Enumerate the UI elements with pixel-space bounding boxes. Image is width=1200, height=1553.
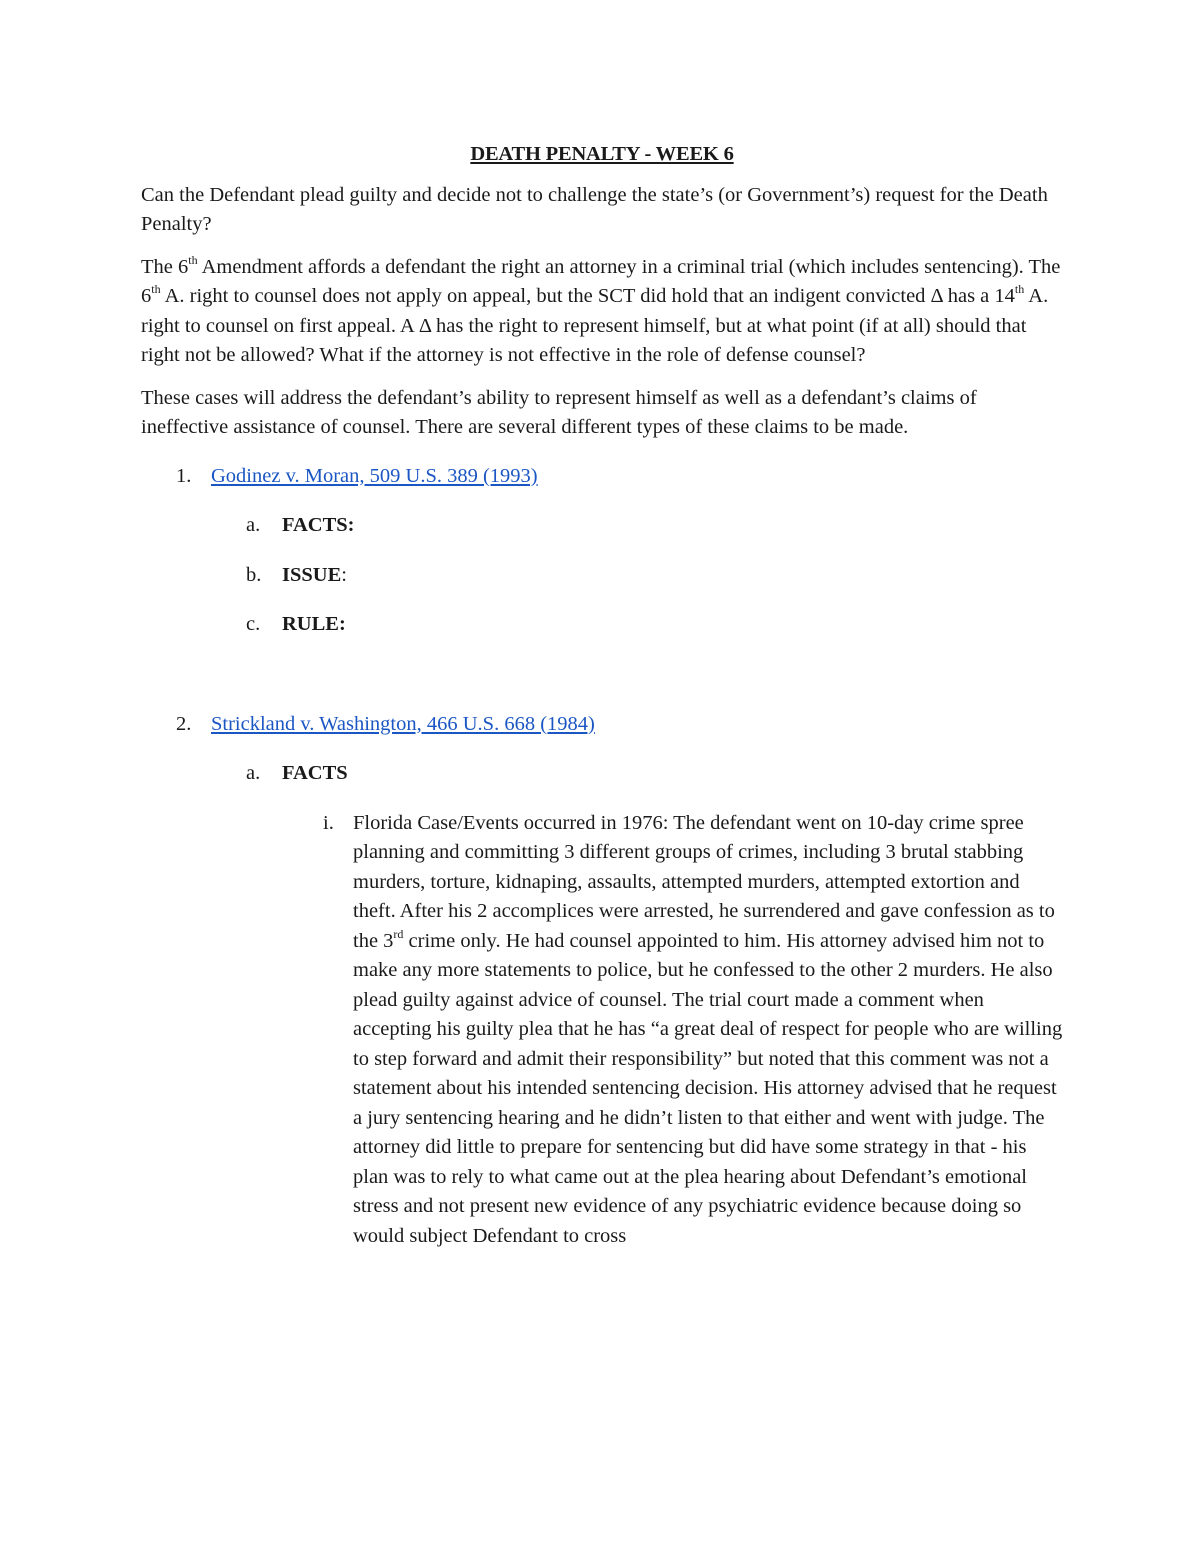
facts-detail-text: [353, 809, 1063, 1252]
amendment-text-3: A. right to counsel does not apply on appeal, but the SCT did hold that an indigent convicted Δ has a 14: [160, 285, 1015, 307]
subitem-letter: a.: [246, 514, 261, 536]
ordinal-suffix: th: [151, 282, 161, 297]
spacer: [141, 640, 1063, 691]
amendment-text-2: Amendment affords a defendant the right an attorney in a criminal trial (which includes sentencing). The 6: [141, 255, 1061, 307]
subitem-rest: :: [341, 563, 347, 586]
facts-text-1: Florida Case/Events occurred in 1976: The defendant went on 10-day crime spree planning and committing 3 different groups of crimes, including 3 brutal stabbing murders, torture, kidnaping, assaults, attempted murders, attempted extortion and theft. After his 2 accomplices were arrested, he surrendered and gave confession as to the 3: [353, 811, 1055, 952]
case-item: [141, 710, 1063, 740]
ordinal-suffix: th: [188, 252, 198, 267]
intro-question: Can the Defendant plead guilty and decide not to challenge the state’s (or Government’s) request for the Death Penalty?: [141, 183, 1048, 235]
subitem-letter: b.: [246, 563, 262, 586]
amendment-text-4: A. right to counsel on first appeal. A Δ has the right to represent himself, but at what point (if at all) should that right not be allowed? What if the attorney is not effective in the role of defense counsel?: [141, 285, 1049, 366]
amendment-paragraph: [141, 253, 1063, 371]
case-subitem-facts: [141, 759, 1063, 789]
document-title: DEATH PENALTY - WEEK 6: [470, 143, 734, 165]
case-number: 2.: [176, 712, 192, 735]
facts-detail-item: [141, 809, 1063, 1252]
cases-overview-paragraph: These cases will address the defendant’s ability to represent himself as well as a defendant’s claims of ineffective assistance of counsel. There are several different types of these claims to be made.: [141, 386, 977, 438]
subitem-letter: c.: [246, 613, 261, 635]
amendment-text-1: The 6: [141, 255, 189, 278]
case-item: [141, 462, 1063, 492]
ordinal-suffix: rd: [393, 926, 404, 941]
ordinal-suffix: th: [1014, 282, 1025, 297]
case-subitem-rule: [141, 610, 1063, 640]
subitem-label: FACTS: [282, 762, 348, 784]
subitem-letter: a.: [246, 762, 261, 784]
case-subitem-issue: [141, 561, 1063, 591]
subitem-label: FACTS:: [282, 514, 355, 536]
case-link-strickland[interactable]: Strickland v. Washington, 466 U.S. 668 (1984): [211, 712, 595, 735]
case-subitem-facts: [141, 511, 1063, 541]
case-number: 1.: [176, 464, 192, 487]
facts-text-2: crime only. He had counsel appointed to him. His attorney advised him not to make any more statements to police, but he confessed to the other 2 murders. He also plead guilty against advice of counsel. The trial court made a comment when accepting his guilty plea that he has “a great deal of respect for people who are willing to step forward and admit their responsibility” but noted that this comment was not a statement about his intended sentencing decision. His attorney advised that he request a jury sentencing hearing and he didn’t listen to that either and went with judge. The attorney did little to prepare for sentencing but did have some strategy in that - his plan was to rely to what came out at the plea hearing about Defendant’s emotional stress and not present new evidence of any psychiatric evidence because doing so would subject Defendant to cross: [353, 929, 1063, 1247]
subitem-label: ISSUE: [282, 563, 342, 586]
case-link-godinez[interactable]: Godinez v. Moran, 509 U.S. 389 (1993): [211, 464, 538, 487]
subitem-label: RULE:: [282, 613, 346, 635]
roman-numeral: i.: [323, 811, 334, 834]
document-body: [141, 140, 1063, 1251]
